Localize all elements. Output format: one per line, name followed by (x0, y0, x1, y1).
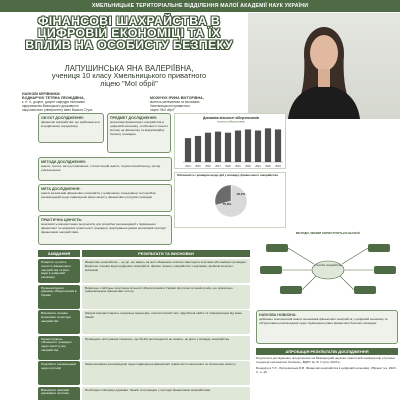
bar (205, 133, 211, 162)
result-cell: Виявлено стабільне зростання кількості кіберзлочинів в Україні протягом останніх років, що зумовлено цифровізацією фінансових послуг (82, 285, 250, 309)
practical-value-heading: ПРАКТИЧНА ЦІННІСТЬ: (41, 218, 83, 222)
bar (275, 129, 281, 162)
methods-heading: МЕТОДИ ДОСЛІДЖЕННЯ: (41, 160, 86, 164)
result-cell: Необхідна співпраця держави, банків та громадян у протидії фінансовим шахрайствам (82, 387, 250, 400)
bar-chart-panel (174, 113, 286, 169)
tasks-header: ЗАВДАННЯ (38, 250, 80, 257)
methods-diagram (256, 232, 400, 306)
x-tick-label: 2019 (235, 165, 241, 168)
school-line-2: ліцею "Мої обрії" (100, 79, 158, 88)
task-row (38, 336, 250, 360)
supervisor-right-line: ліцею "Мої обрії" (150, 108, 175, 112)
x-tick-label: 2022 (265, 165, 271, 168)
task-cell: Визначити напрями державної політики (38, 387, 80, 400)
chart-title: Динаміка кількості кіберзлочинів (203, 116, 259, 120)
author-name: ЛАПУШИНСЬКА ЯНА ВАЛЕРІЇВНА, (64, 64, 194, 73)
academy-banner: ХМЕЛЬНИЦЬКЕ ТЕРИТОРІАЛЬНЕ ВІДДІЛЕННЯ МАЛОЇ АКАДЕМІЇ НАУК УКРАЇНИ (0, 0, 400, 12)
bar (235, 131, 241, 162)
methods-text: аналіз, синтез, метод порівняння, статистичний аналіз, соціологічний метод, метод узагальнення (41, 164, 161, 172)
object-box (38, 113, 104, 143)
supervisor-right (150, 96, 248, 112)
object-text: фінансові шахрайства, що здійснюються в цифровому середовищі (41, 120, 100, 128)
diagram-graphic (256, 236, 400, 300)
bar (245, 129, 251, 162)
x-tick-label: 2021 (255, 165, 261, 168)
supervisor-right-name: МОЗИЧУК ІРИНА ВІКТОРІВНА, (150, 96, 204, 100)
title-line-3: ВПЛИВ НА ОСОБИСТУ БЕЗПЕКУ (25, 38, 233, 52)
results-header: РЕЗУЛЬТАТИ ТА ВИСНОВКИ (82, 250, 250, 257)
task-cell: Оцінити рівень обізнаності громадян щодо захисту від шахрайства (38, 336, 80, 360)
task-row (38, 387, 250, 400)
result-cell: Проведене опитування показало, що 29,2% респондентів не знають, як діяти у випадку шахрайства (82, 336, 250, 360)
pie-percent-label: 29,2% (236, 191, 246, 196)
supervisor-right-line: вчитель математики та економіки (150, 100, 200, 104)
methods-box (38, 157, 172, 181)
diagram-center-label: способи шахрайства (314, 263, 342, 267)
supervisor-left-name: БОДНАРЧУК ТЕТЯНА ЛЕОНІДІВНА, (22, 96, 85, 100)
pie-caption: Обізнаність громадян щодо дій у випадку фінансового шахрайства (177, 173, 278, 177)
bar (225, 133, 231, 162)
author-photo (248, 13, 400, 119)
supervisors-heading: НАУКОВІ КЕРІВНИКИ: (22, 92, 61, 96)
supervisor-left-line: підприємства Вінницького державного (22, 104, 79, 108)
subject-heading: ПРЕДМЕТ ДОСЛІДЖЕННЯ: (110, 116, 158, 120)
school-line-1: учениця 10 класу Хмельницького приватного (51, 71, 207, 80)
diagram-caption: МЕТОДИ, ЯКИМИ КОРИСТУЮТЬСЯ ШАХРАЇ (295, 231, 361, 235)
subject-box (107, 113, 171, 153)
goal-box (38, 184, 172, 212)
practical-value-text: можливість використання результатів для розробки рекомендацій з підвищення фінансової та цифрової грамотності громадян, формування дієвих механізмів протидії фінансовим шахрайствам (41, 222, 166, 234)
task-cell: Визначити основні механізми та методи шахрайства (38, 310, 80, 334)
title-line-2: ЦИФРОВІЙ ЕКОНОМІЦІ ТА ЇХ (37, 26, 221, 40)
task-row (38, 285, 250, 309)
result-cell: Шахраї використовують соціальну інженерію, психологічний тиск, підроблені сайти та повідомлення від імені банків (82, 310, 250, 334)
goal-heading: МЕТА ДОСЛІДЖЕННЯ: (41, 187, 81, 191)
pie-chart (175, 179, 287, 223)
bar (255, 131, 261, 162)
bar (195, 136, 201, 162)
supervisor-left-line: к. е. н., доцент, доцент кафедри економіки (22, 100, 85, 104)
task-row (38, 310, 250, 334)
task-cell: Проаналізувати динаміку кіберзлочинів в Україні (38, 285, 80, 309)
task-row (38, 361, 250, 385)
x-tick-label: 2017 (215, 165, 221, 168)
scientific-novelty-heading: НАУКОВА НОВИЗНА: (259, 313, 297, 317)
approbation-body (256, 357, 398, 399)
author-school (14, 72, 244, 88)
chart-legend: кількість кіберзлочинів (217, 120, 245, 124)
pie-chart-panel (174, 172, 286, 228)
scientific-novelty-box (256, 310, 398, 344)
object-heading: ОБ'ЄКТ ДОСЛІДЖЕННЯ: (41, 116, 84, 120)
task-cell: Розробити рекомендації щодо протидії (38, 361, 80, 385)
x-tick-label: 2014 (185, 165, 191, 168)
supervisor-right-line: Хмельницького приватного (150, 104, 190, 108)
bar (185, 138, 191, 162)
novelty-box (38, 215, 172, 245)
approbation-header: АПРОБАЦІЯ РЕЗУЛЬТАТІВ ДОСЛІДЖЕННЯ (256, 348, 398, 355)
x-tick-label: 2018 (225, 165, 231, 168)
bar (215, 132, 221, 162)
pie-percent-label: 70,8% (222, 201, 232, 206)
task-row (38, 259, 250, 283)
bar-chart (175, 114, 287, 170)
approbation-text-1: Результати дослідження представлені на Міжнародній науково-практичній конференції «Сучасні тенденції економічної безпеки», ВДНУ ім. В. Стуса, 2023 р. (256, 356, 395, 364)
x-tick-label: 2023 (275, 165, 281, 168)
approbation-text-2: Бондарчук Т.Л., Лапушинська Я.В. Фінансові шахрайства в цифровій економіці. Збірник тез, 2023. С. 1–10. (256, 365, 397, 374)
poster-title (14, 15, 244, 51)
result-cell: Фінансове шахрайство – це дії, що мають на меті обманним шляхом заволодіти коштами або майном громадян. Виділено основні види цифрових шахрайств: фішинг, вішинг, шахрайство з картками, фейкові інтернет-магазини (82, 259, 250, 283)
bar (265, 128, 271, 162)
supervisor-left (22, 92, 132, 112)
x-tick-label: 2016 (205, 165, 211, 168)
goal-text: аналіз механізмів фінансових шахрайств у цифровому середовищі та розробка рекомендацій щодо підвищення рівня захисту фінансових ресурсів громадян (41, 191, 156, 199)
x-tick-label: 2020 (245, 165, 251, 168)
supervisor-left-line: національного університету імені Василя Стуса (22, 108, 93, 112)
task-cell: Розкрити сутність поняття фінансового шахрайства та його види в цифровій економіці (38, 259, 80, 283)
x-tick-label: 2015 (195, 165, 201, 168)
result-cell: Запропоновано рекомендації щодо підвищення фінансової грамотності населення та посилення захисту (82, 361, 250, 385)
scientific-novelty-text: здійснено комплексний аналіз механізмів фінансових шахрайств у цифровій економіці та обґрунтовано рекомендації щодо підвищення рівня фінансової безпеки громадян (259, 317, 388, 325)
title-line-1: ФІНАНСОВІ ШАХРАЙСТВА В (37, 14, 221, 28)
subject-text: механізми фінансового шахрайства в цифровій економіці, особливості їхнього впливу на фінансову та інформаційну безпеку громадян (110, 120, 168, 136)
